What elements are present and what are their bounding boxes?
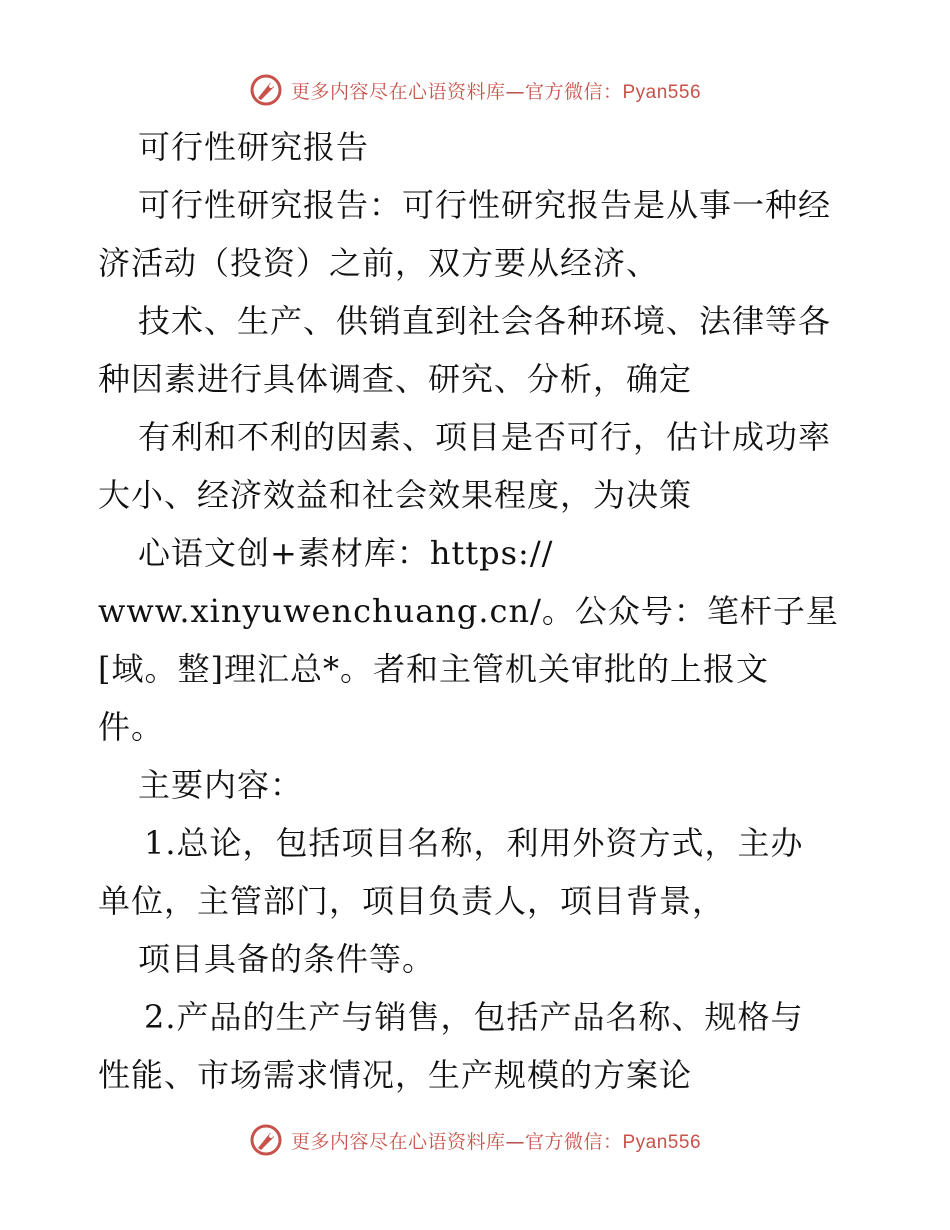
pen-nib-logo-icon [249,73,283,107]
list-item-line: 单位，主管部门，项目负责人，项目背景， [98,882,726,920]
banner-text: 更多内容尽在心语资料库—官方微信：Pyan556 [290,80,702,103]
header-banner [0,70,950,110]
paragraph-line: 件。 [98,708,165,746]
paragraph-line: 心语文创+素材库：https:// [138,534,554,572]
list-item-line: 性能、市场需求情况，生产规模的方案论 [98,1056,693,1094]
paragraph-line: 大小、经济效益和社会效果程度，为决策 [98,476,693,514]
list-item-line: 1.总论，包括项目名称，利用外资方式，主办 [144,824,804,862]
paragraph-line: 可行性研究报告：可行性研究报告是从事一种经 [138,186,832,224]
banner-text: 更多内容尽在心语资料库—官方微信：Pyan556 [290,1130,702,1153]
paragraph-line: 济活动（投资）之前，双方要从经济、 [98,244,660,282]
paragraph-line: 有利和不利的因素、项目是否可行，估计成功率 [138,418,832,456]
section-heading: 主要内容： [138,766,304,804]
paragraph-line: 种因素进行具体调查、研究、分析，确定 [98,360,693,398]
list-item-line: 项目具备的条件等。 [138,940,436,978]
doc-title: 可行性研究报告 [138,128,370,166]
list-item-line: 2.产品的生产与销售，包括产品名称、规格与 [144,998,804,1036]
footer-banner [0,1120,950,1160]
pen-nib-logo-icon [249,1123,283,1157]
document-body [98,118,858,1104]
paragraph-line: www.xinyuwenchuang.cn/。公众号：笔杆子星 [98,592,839,630]
paragraph-line: [域。整]理汇总*。者和主管机关审批的上报文 [98,650,769,688]
paragraph-line: 技术、生产、供销直到社会各种环境、法律等各 [138,302,832,340]
